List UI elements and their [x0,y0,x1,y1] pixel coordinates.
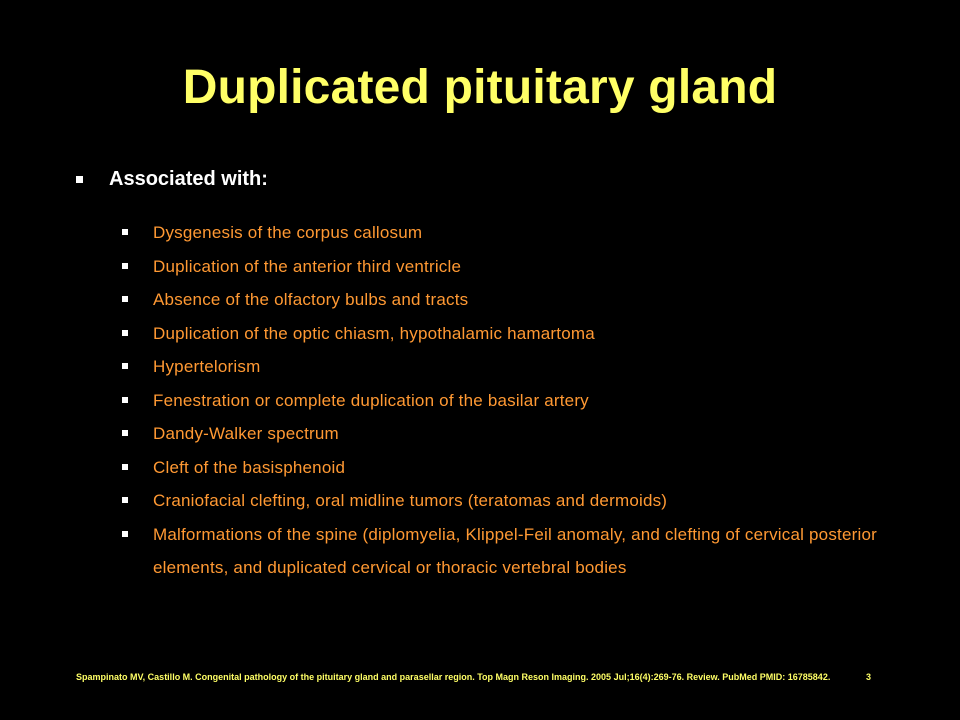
square-bullet-icon [122,464,128,470]
associated-conditions-list [122,216,902,585]
list-item-text: Absence of the olfactory bulbs and tracts [153,290,469,309]
list-item [122,350,902,384]
list-item-text: Dysgenesis of the corpus callosum [153,223,423,242]
list-item-text: Fenestration or complete duplication of the basilar artery [153,390,589,410]
list-item [122,317,902,351]
main-bullet-text: Associated with: [109,168,268,190]
square-bullet-icon [122,263,128,269]
main-bullet [76,166,268,192]
list-item [122,384,902,418]
square-bullet-icon [122,363,128,369]
square-bullet-icon [122,430,128,436]
list-item-text: Malformations of the spine (diplomyelia, Klippel-Feil anomaly, and clefting of cervical posterior elements, and duplicated cervical or thoracic vertebral bodies [153,524,877,577]
list-item [122,518,902,585]
list-item-text: Hypertelorism [153,357,261,376]
square-bullet-icon [122,497,128,503]
page-number: 3 [866,672,872,682]
square-bullet-icon [122,330,128,336]
list-item-text: Duplication of the optic chiasm, hypothalamic hamartoma [153,323,595,343]
square-bullet-icon [122,531,128,537]
list-item-text: Dandy-Walker spectrum [153,424,339,443]
list-item [122,484,902,518]
list-item [122,283,902,317]
square-bullet-icon [122,229,128,235]
list-item [122,451,902,485]
list-item [122,417,902,451]
square-bullet-icon [122,397,128,403]
list-item-text: Cleft of the basisphenoid [153,457,346,477]
slide-title: Duplicated pituitary gland [182,61,778,114]
square-bullet-icon [76,176,83,183]
citation-reference: Spampinato MV, Castillo M. Congenital pathology of the pituitary gland and parasellar region. Top Magn Reson Imaging. 2005 Jul;16(4):269-76. Review. PubMed PMID: 16785842. [76,672,831,682]
square-bullet-icon [122,296,128,302]
list-item-text: Craniofacial clefting, oral midline tumors (teratomas and dermoids) [153,491,668,510]
list-item [122,216,902,250]
list-item [122,250,902,284]
list-item-text: Duplication of the anterior third ventricle [153,256,462,276]
